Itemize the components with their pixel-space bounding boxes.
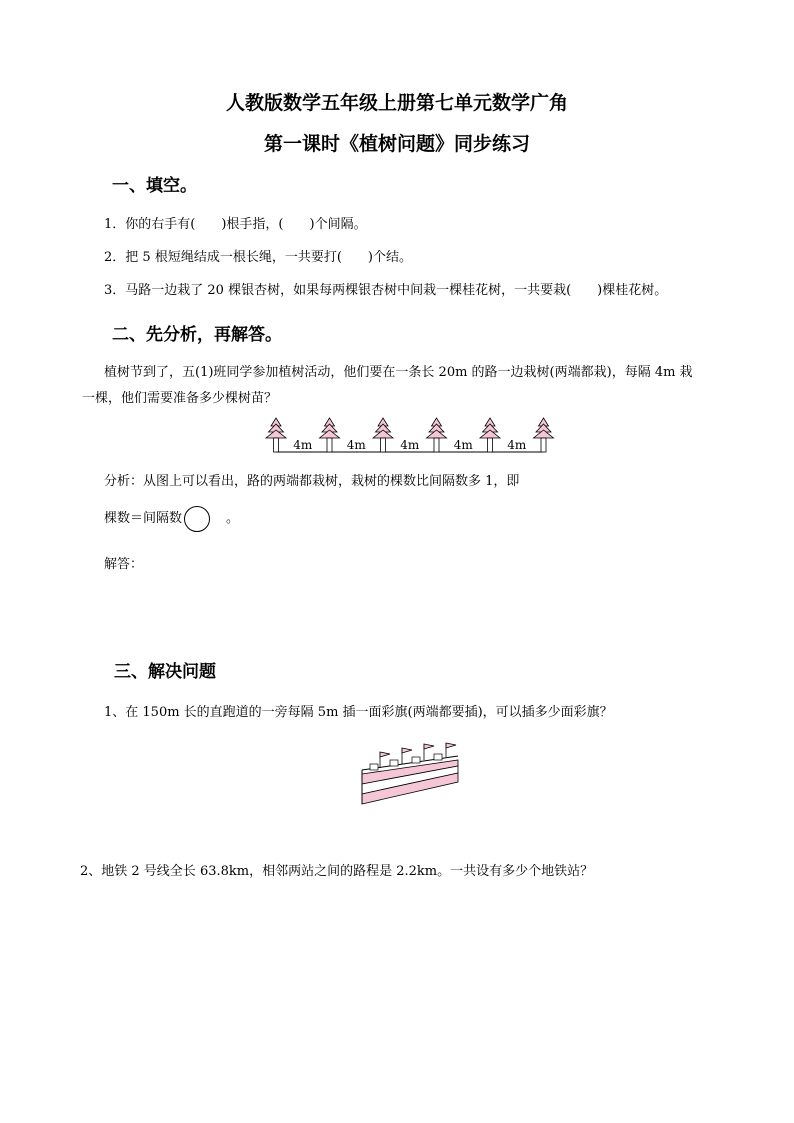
question-text: 把 5 根短绳结成一根长绳，一共要打( bbox=[125, 250, 342, 265]
problem-text-line2: 一棵，他们需要准备多少棵树苗？ bbox=[82, 391, 278, 406]
analysis-text: 分析：从图上可以看出，路的两端都栽树，栽树的棵数比间隔数多 1，即 bbox=[104, 474, 520, 489]
section-heading-fill-blank: 一、填空。 bbox=[112, 176, 197, 196]
question-text: 马路一边栽了 20 棵银杏树，如果每两棵银杏树中间栽一棵桂花树，一共要栽( bbox=[125, 283, 572, 298]
section-heading-solve: 三、解决问题 bbox=[114, 662, 216, 682]
interval-label: 4m bbox=[400, 438, 420, 452]
question-1-3 bbox=[104, 279, 667, 298]
question-3-1: 1、在 150m 长的直跑道的一旁每隔 5m 插一面彩旗(两端都要插)，可以插多少面彩旗？ bbox=[104, 705, 613, 720]
racetrack-flags-illustration bbox=[360, 742, 462, 806]
tree-icon bbox=[320, 418, 340, 452]
tree-icon bbox=[534, 418, 554, 452]
page-title: 人教版数学五年级上册第七单元数学广角 bbox=[225, 92, 568, 114]
section-heading-analysis: 二、先分析，再解答。 bbox=[112, 325, 282, 345]
question-text: 你的右手有( bbox=[125, 217, 196, 232]
formula-left: 棵数＝间隔数 bbox=[104, 511, 183, 526]
question-number: 3． bbox=[104, 283, 126, 298]
answer-label: 解答： bbox=[104, 557, 144, 572]
interval-label: 4m bbox=[293, 438, 313, 452]
question-text: )个间隔。 bbox=[309, 217, 367, 232]
question-1-2 bbox=[104, 246, 412, 265]
question-1-1 bbox=[104, 213, 367, 232]
question-number: 2． bbox=[104, 250, 126, 265]
question-text: )棵桂花树。 bbox=[597, 283, 668, 298]
formula bbox=[104, 505, 239, 533]
tree-icon bbox=[480, 418, 500, 452]
question-text: )个结。 bbox=[367, 250, 412, 265]
page-subtitle: 第一课时《植树问题》同步练习 bbox=[263, 133, 530, 155]
question-text: )根手指，( bbox=[221, 217, 284, 232]
interval-label: 4m bbox=[507, 438, 527, 452]
tree-planting-diagram bbox=[258, 414, 558, 458]
interval-label: 4m bbox=[453, 438, 473, 452]
tree-icon bbox=[373, 418, 393, 452]
formula-end: 。 bbox=[226, 511, 240, 526]
interval-label: 4m bbox=[346, 438, 366, 452]
operator-circle bbox=[184, 506, 210, 532]
question-3-2: 2、地铁 2 号线全长 63.8km，相邻两站之间的路程是 2.2km。一共设有多少个地铁站？ bbox=[80, 864, 594, 879]
problem-text-line1: 植树节到了，五(1)班同学参加植树活动，他们要在一条长 20m 的路一边栽树(两端都栽)，每隔 4m 栽 bbox=[104, 365, 693, 380]
tree-icon bbox=[266, 418, 286, 452]
question-number: 1． bbox=[104, 217, 126, 232]
tree-icon bbox=[427, 418, 447, 452]
